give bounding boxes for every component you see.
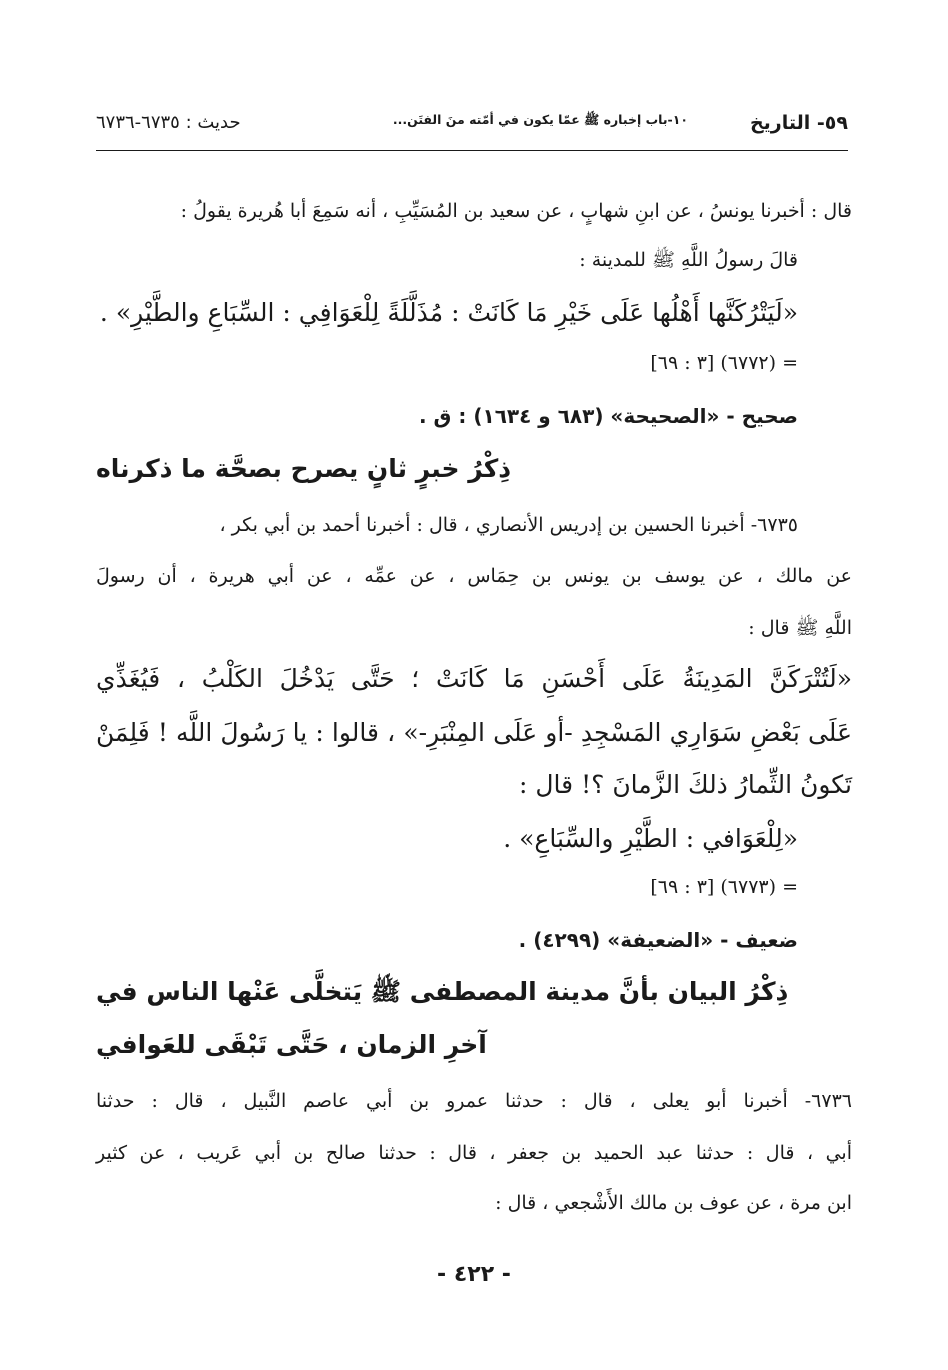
running-header <box>96 112 848 146</box>
hadith-text-line: تَكونُ الثِّمارُ ذلكَ الزَّمانَ ؟! قال : <box>519 770 852 799</box>
text-line: قالَ رسولُ اللَّهِ ﷺ للمدينة : <box>579 249 798 271</box>
text-line: قال : أخبرنا يونسُ ، عن ابنِ شهابٍ ، عن سعيد بن المُسَيِّبِ ، أنه سَمِعَ أبا هُريرة يقولُ : <box>180 200 852 222</box>
section-title: ١٠-باب إخباره ﷺ عمّا يكون في أمّته منَ الفتَن... <box>392 112 688 127</box>
cross-reference: = (٦٧٧٣) [٣ : ٦٩] <box>650 876 798 898</box>
grading-line: صحيح - «الصحيحة» (٦٨٣ و ١٦٣٤) : ق . <box>418 404 798 428</box>
text-line: اللَّهِ ﷺ قال : <box>748 617 852 639</box>
text-line: ٦٧٣٥- أخبرنا الحسين بن إدريس الأنصاري ، قال : أخبرنا أحمد بن أبي بكر ، <box>219 514 798 536</box>
hadith-text-line: عَلَى بَعْضِ سَوَارِي المَسْجِدِ -أو عَلَى المِنْبَرِ-» ، قالوا : يا رَسُولَ اللَّه ! فَلِمَنْ <box>96 718 852 747</box>
section-heading: آخرِ الزمان ، حَتَّى تَبْقَى للعَوافي <box>96 1030 487 1059</box>
section-heading: ذِكْرُ خبرٍ ثانٍ يصرح بصحَّة ما ذكرناه <box>96 454 512 483</box>
text-line: عن مالك ، عن يوسف بن يونس بن حِمَاس ، عن عمِّه ، عن أبي هريرة ، أن رسولَ <box>96 565 852 587</box>
text-line: ٦٧٣٦- أخبرنا أبو يعلى ، قال : حدثنا عمرو بن أبي عاصم النَّبيل ، قال : حدثنا <box>96 1090 852 1112</box>
page-number: - ٤٢٢ - <box>437 1262 511 1287</box>
section-heading: ذِكْرُ البيان بأنَّ مدينة المصطفى ﷺ يَتخلَّى عَنْها الناس في <box>96 977 789 1006</box>
hadith-text-line: «لَتُتْرَكَنَّ المَدِينَةُ عَلَى أَحْسَنِ مَا كَانَتْ ؛ حَتَّى يَدْخُلَ الكَلْبُ ، فَيُغَذِّي <box>96 664 852 693</box>
hadith-range: حديث : ٦٧٣٥-٦٧٣٦ <box>96 112 241 133</box>
chapter-title: ٥٩- التاريخ <box>749 112 848 134</box>
hadith-text-line: «لِلْعَوَافي : الطَّيْرِ والسِّبَاعِ» . <box>503 824 798 853</box>
header-rule <box>96 150 848 151</box>
hadith-text-line: «لَيَتْرُكَنَّها أَهْلُها عَلَى خَيْرِ مَا كَانَتْ : مُذَلَّلَةً لِلْعَوَافِي : السِّبَاعِ والطَّيْرِ» . <box>99 298 798 327</box>
text-line: أبي ، قال : حدثنا عبد الحميد بن جعفر ، قال : حدثنا صالح بن أبي عَريب ، عن كثير <box>96 1142 852 1164</box>
cross-reference: = (٦٧٧٢) [٣ : ٦٩] <box>650 352 798 374</box>
text-line: ابن مرة ، عن عوف بن مالك الأَشْجعي ، قال : <box>495 1192 852 1214</box>
grading-line: ضعيف - «الضعيفة» (٤٢٩٩) . <box>518 928 798 952</box>
